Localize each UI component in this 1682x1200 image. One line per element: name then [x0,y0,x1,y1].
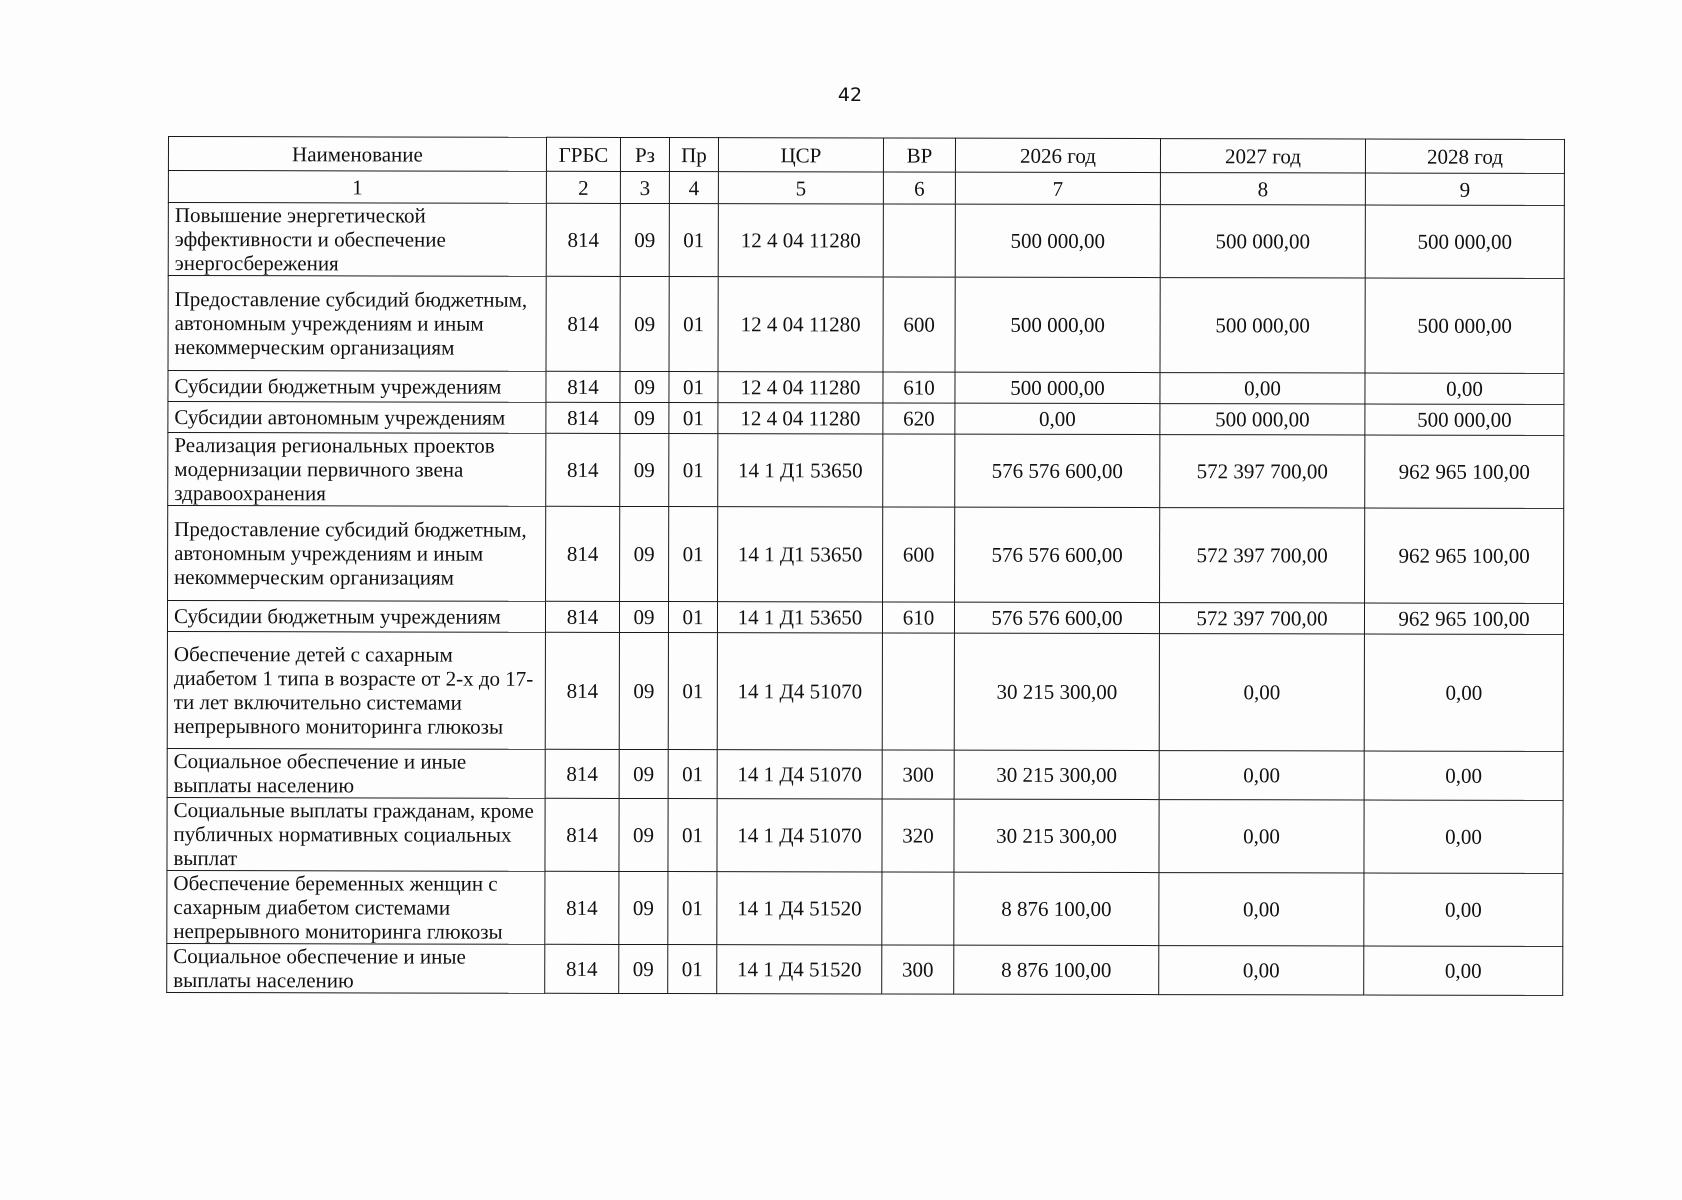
row-grbs: 814 [545,871,619,944]
row-name: Предоставление субсидий бюджетным, автономным учреждениям и иным некоммерческим организациям [168,276,546,372]
row-vr: 610 [883,372,955,403]
row-pr: 01 [669,434,718,507]
table-row [168,203,1564,279]
row-name: Субсидии автономным учреждениям [168,402,546,434]
row-rz: 09 [620,433,669,506]
row-grbs: 814 [545,749,619,798]
row-grbs: 814 [546,276,620,371]
row-grbs: 814 [545,601,619,632]
row-pr: 01 [669,372,718,403]
column-number: 3 [620,171,669,203]
table-row [168,433,1564,509]
row-vr: 600 [883,277,955,372]
table-row [168,402,1564,436]
row-amount-2028: 962 965 100,00 [1365,508,1564,603]
row-amount-2027: 0,00 [1159,751,1364,800]
row-csr: 12 4 04 11280 [718,204,883,277]
row-name: Реализация региональных проектов модернизации первичного звена здравоохранения [168,433,546,507]
row-pr: 01 [669,204,718,277]
row-amount-2026: 0,00 [955,403,1160,434]
row-amount-2026: 8 876 100,00 [954,945,1159,994]
row-amount-2028: 0,00 [1364,873,1563,946]
row-name: Социальные выплаты гражданам, кроме публичных нормативных социальных выплат [167,797,545,871]
row-amount-2027: 500 000,00 [1160,278,1365,373]
row-rz: 09 [620,276,669,371]
row-amount-2027: 0,00 [1159,800,1364,873]
row-rz: 09 [619,749,668,798]
row-vr: 610 [882,602,954,633]
budget-table [166,136,1565,996]
table-row [167,631,1563,751]
header-2027: 2027 год [1160,139,1365,173]
row-grbs: 814 [546,402,620,433]
column-number: 6 [883,172,955,204]
row-amount-2028: 962 965 100,00 [1364,603,1563,634]
row-amount-2026: 576 576 600,00 [954,602,1159,633]
row-csr: 12 4 04 11280 [718,277,883,372]
row-amount-2026: 30 215 300,00 [954,750,1159,799]
row-name: Социальное обеспечение и иные выплаты населению [167,943,545,993]
row-amount-2027: 0,00 [1159,946,1364,995]
row-name: Субсидии бюджетным учреждениям [167,601,545,633]
table-row [167,748,1563,800]
row-csr: 14 1 Д4 51520 [717,945,882,994]
row-vr: 620 [883,403,955,434]
row-amount-2027: 500 000,00 [1160,205,1365,278]
table-row [167,943,1563,995]
row-amount-2027: 500 000,00 [1160,404,1365,435]
row-csr: 14 1 Д4 51070 [717,750,882,799]
row-vr: 300 [882,750,954,799]
row-amount-2027: 572 397 700,00 [1159,603,1364,634]
row-rz: 09 [619,632,668,749]
row-vr [883,434,955,507]
table-header-row [168,137,1564,174]
row-csr: 14 1 Д4 51520 [717,872,882,945]
row-name: Обеспечение детей с сахарным диабетом 1 типа в возрасте от 2-х до 17-ти лет включительно системами непрерывного мониторинга глюкозы [167,631,545,749]
table-row [167,601,1563,635]
header-pr: Пр [669,138,718,172]
row-amount-2028: 962 965 100,00 [1365,435,1564,508]
row-amount-2027: 0,00 [1159,873,1364,946]
row-name: Предоставление субсидий бюджетным, автономным учреждениям и иным некоммерческим организациям [168,506,546,602]
row-grbs: 814 [546,506,620,601]
row-pr: 01 [668,799,717,872]
header-grbs: ГРБС [546,137,620,171]
row-amount-2028: 0,00 [1364,751,1563,800]
row-vr: 320 [882,799,954,872]
row-amount-2026: 8 876 100,00 [954,872,1159,945]
header-rz: Рз [620,137,669,171]
column-number: 1 [168,171,546,204]
row-amount-2027: 572 397 700,00 [1160,435,1365,508]
row-name: Социальное обеспечение и иные выплаты населению [167,748,545,798]
row-amount-2027: 0,00 [1160,373,1365,404]
table-row [167,870,1563,946]
row-rz: 09 [620,203,669,276]
row-csr: 14 1 Д4 51070 [717,799,882,872]
row-amount-2028: 0,00 [1364,800,1563,873]
column-number: 8 [1160,173,1365,205]
row-grbs: 814 [546,203,620,276]
row-vr: 300 [882,945,954,994]
row-amount-2028: 500 000,00 [1365,205,1564,278]
table-row [168,506,1564,604]
row-rz: 09 [619,601,668,632]
row-rz: 09 [619,798,668,871]
row-name: Субсидии бюджетным учреждениям [168,371,546,403]
row-grbs: 814 [546,371,620,402]
header-2026: 2026 год [955,138,1160,172]
table-row [168,276,1564,374]
header-2028: 2028 год [1365,139,1564,173]
page-number: 42 [837,84,863,106]
row-grbs: 814 [546,433,620,506]
row-amount-2026: 30 215 300,00 [954,633,1159,750]
row-pr: 01 [669,403,718,434]
column-number: 5 [718,172,883,204]
row-vr [882,633,954,750]
row-amount-2028: 0,00 [1364,946,1563,995]
row-amount-2026: 30 215 300,00 [954,799,1159,872]
column-number: 7 [955,172,1160,204]
row-pr: 01 [668,750,717,799]
row-grbs: 814 [545,944,619,993]
row-amount-2026: 576 576 600,00 [955,434,1160,507]
row-csr: 14 1 Д4 51070 [717,633,882,750]
row-rz: 09 [619,944,668,993]
column-number-row [168,171,1564,206]
row-vr [882,872,954,945]
row-amount-2028: 0,00 [1364,634,1563,751]
header-csr: ЦСР [718,138,883,172]
row-grbs: 814 [545,632,619,749]
row-csr: 12 4 04 11280 [718,403,883,434]
row-pr: 01 [668,633,717,750]
table-row [167,797,1563,873]
header-name: Наименование [168,137,546,172]
column-number: 4 [669,172,718,204]
row-rz: 09 [619,871,668,944]
row-csr: 12 4 04 11280 [718,372,883,403]
row-csr: 14 1 Д1 53650 [718,434,883,507]
row-rz: 09 [620,371,669,402]
row-amount-2026: 500 000,00 [955,204,1160,277]
row-name: Обеспечение беременных женщин с сахарным диабетом системами непрерывного мониторинга глюкозы [167,870,545,944]
row-amount-2028: 500 000,00 [1365,278,1564,373]
row-amount-2027: 572 397 700,00 [1160,508,1365,603]
row-pr: 01 [668,872,717,945]
row-pr: 01 [669,507,718,602]
row-rz: 09 [620,402,669,433]
row-pr: 01 [668,602,717,633]
row-csr: 14 1 Д1 53650 [718,507,883,602]
row-pr: 01 [669,277,718,372]
row-amount-2026: 576 576 600,00 [955,507,1160,602]
row-pr: 01 [668,945,717,994]
row-name: Повышение энергетической эффективности и обеспечение энергосбережения [168,203,546,277]
row-grbs: 814 [545,798,619,871]
row-amount-2026: 500 000,00 [955,372,1160,403]
header-vr: ВР [883,138,955,172]
row-vr [883,204,955,277]
row-amount-2028: 0,00 [1365,373,1564,404]
row-amount-2027: 0,00 [1159,634,1364,751]
row-amount-2028: 500 000,00 [1365,404,1564,435]
row-amount-2026: 500 000,00 [955,277,1160,372]
column-number: 2 [546,171,620,203]
row-vr: 600 [883,507,955,602]
row-rz: 09 [620,506,669,601]
column-number: 9 [1365,173,1564,205]
table-row [168,371,1564,405]
row-csr: 14 1 Д1 53650 [717,602,882,633]
